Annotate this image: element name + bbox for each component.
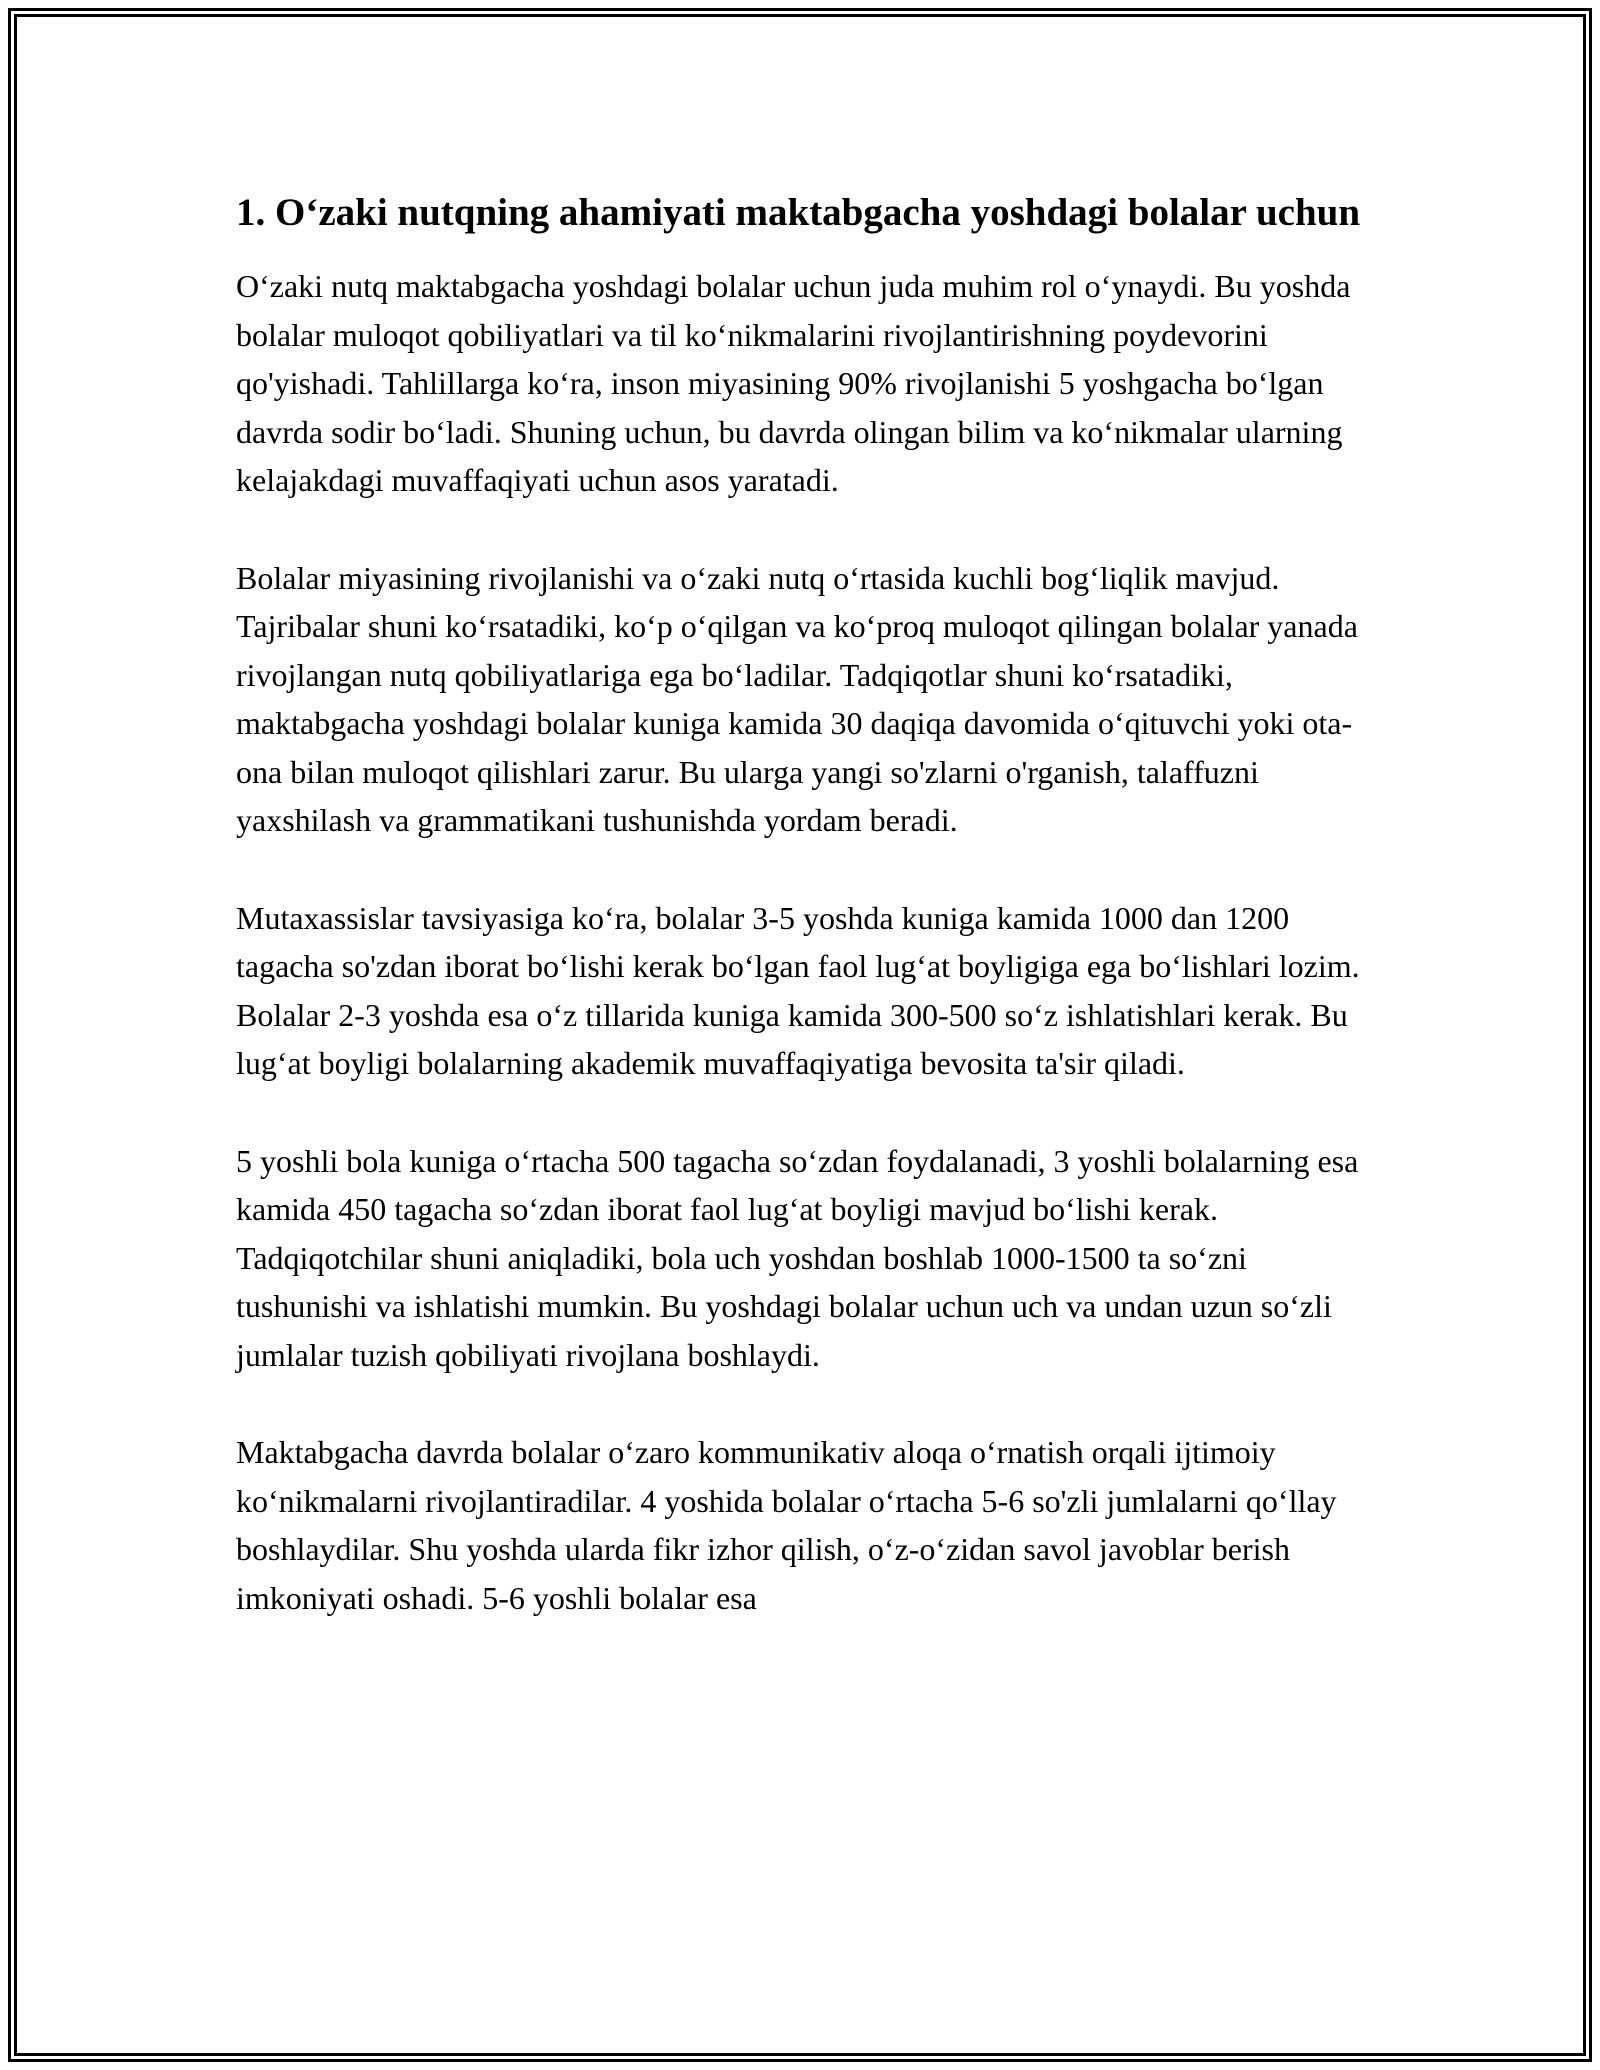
paragraph-3: Mutaxassislar tavsiyasiga ko‘ra, bolalar 3-5 yoshda kuniga kamida 1000 dan 1200 tagacha so'zdan iborat bo‘lishi kerak bo‘lgan faol lug‘at boyligiga ega bo‘lishlari lozim. Bolalar 2-3 yoshda esa o‘z tillarida kuniga kamida 300-500 so‘z ishlatishlari kerak. Bu lug‘at boyligi bolalarning akademik muvaffaqiyatiga bevosita ta'sir qiladi. bbox=[236, 899, 1360, 1081]
section-heading: 1. O‘zaki nutqning ahamiyati maktabgacha yoshdagi bolalar uchun bbox=[236, 191, 1361, 234]
paragraph-2: Bolalar miyasining rivojlanishi va o‘zaki nutq o‘rtasida kuchli bog‘liqlik mavjud. Tajribalar shuni ko‘rsatadiki, ko‘p o‘qilgan va ko‘proq muloqot qilingan bolalar yanada rivojlangan nutq qobiliyatlariga ega bo‘ladilar. Tadqiqotlar shuni ko‘rsatadiki, maktabgacha yoshdagi bolalar kuniga kamida 30 daqiqa davomida o‘qituvchi yoki ota-ona bilan muloqot qilishlari zarur. Bu ularga yangi so'zlarni o'rganish, talaffuzni yaxshilash va grammatikani tushunishda yordam beradi. bbox=[236, 559, 1358, 838]
document-body bbox=[236, 186, 1366, 1671]
paragraph-4: 5 yoshli bola kuniga o‘rtacha 500 tagacha so‘zdan foydalanadi, 3 yoshli bolalarning esa kamida 450 tagacha so‘zdan iborat faol lug‘at boyligi mavjud bo‘lishi kerak. Tadqiqotchilar shuni aniqladiki, bola uch yoshdan boshlab 1000-1500 ta so‘zni tushunishi va ishlatishi mumkin. Bu yoshdagi bolalar uchun uch va undan uzun so‘zli jumlalar tuzish qobiliyati rivojlana boshlaydi. bbox=[236, 1142, 1359, 1373]
paragraph-5: Maktabgacha davrda bolalar o‘zaro kommunikativ aloqa o‘rnatish orqali ijtimoiy ko‘nikmalarni rivojlantiradilar. 4 yoshida bolalar o‘rtacha 5-6 so'zli jumlalarni qo‘llay boshlaydilar. Shu yoshda ularda fikr izhor qilish, o‘z-o‘zidan savol javoblar berish imkoniyati oshadi. 5-6 yoshli bolalar esa bbox=[236, 1434, 1337, 1616]
paragraph-1: O‘zaki nutq maktabgacha yoshdagi bolalar uchun juda muhim rol o‘ynaydi. Bu yoshda bolalar muloqot qobiliyatlari va til ko‘nikmalarini rivojlantirishning poydevorini qo'yishadi. Tahlillarga ko‘ra, inson miyasining 90% rivojlanishi 5 yoshgacha bo‘lgan davrda sodir bo‘ladi. Shuning uchun, bu davrda olingan bilim va ko‘nikmalar ularning kelajakdagi muvaffaqiyati uchun asos yaratadi. bbox=[236, 268, 1351, 498]
